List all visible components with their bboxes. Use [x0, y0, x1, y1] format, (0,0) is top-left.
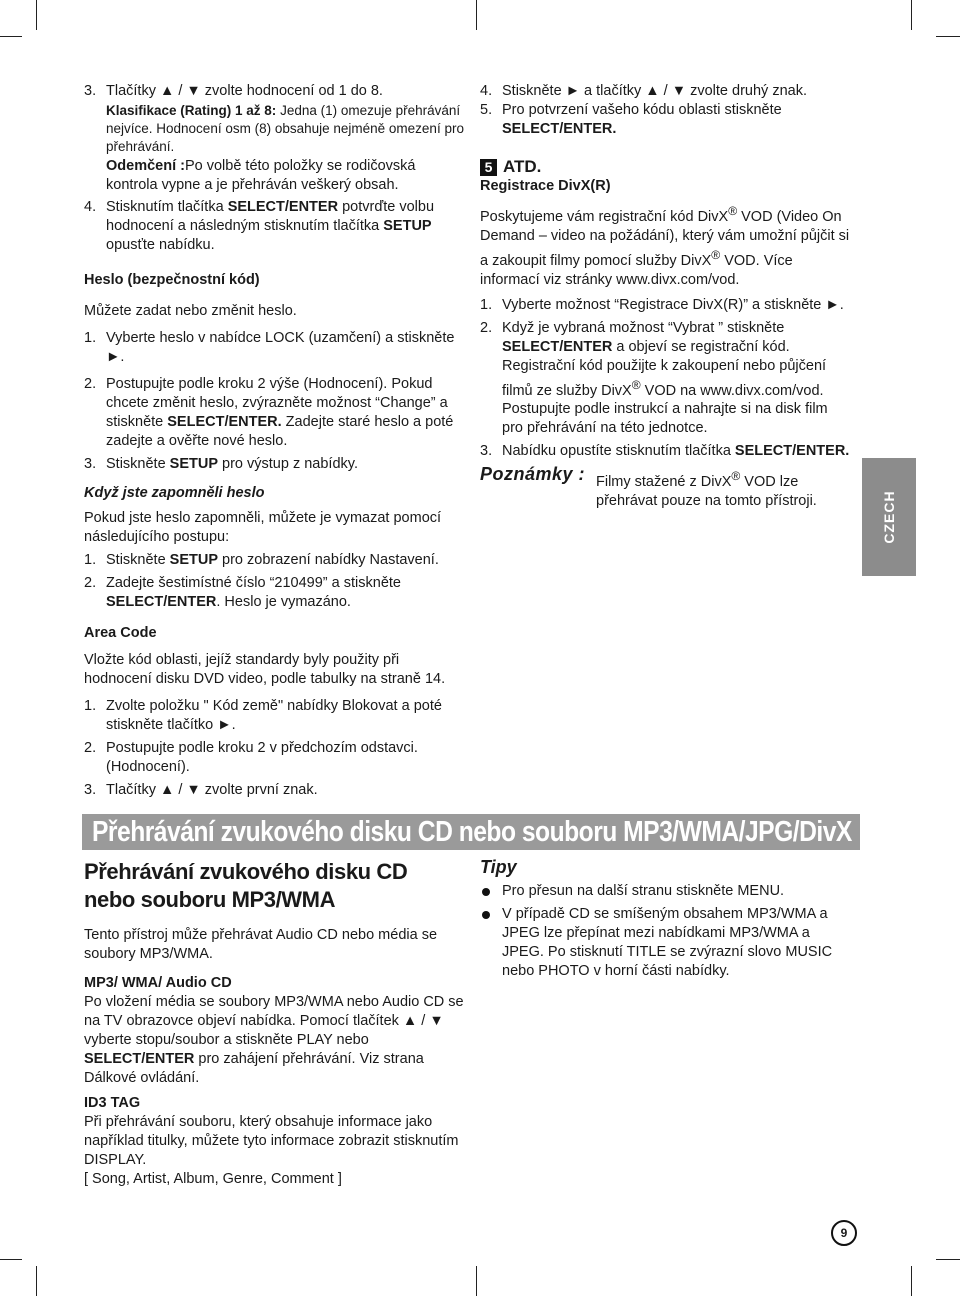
divx-step-2: [480, 319, 850, 439]
divx-registration-heading: Registrace DivX(R): [480, 178, 611, 194]
setup-key: SETUP: [169, 552, 219, 568]
area-step-3-text: Tlačítky ▲ / ▼ zvolte první znak.: [106, 782, 318, 798]
crop-mark: [0, 36, 22, 37]
step-number: 3.: [84, 83, 97, 99]
section-title-bar: [82, 814, 860, 850]
text: pro výstup z nabídky.: [218, 456, 358, 472]
divx-step-3-text: [502, 442, 850, 461]
crop-mark: [936, 1259, 960, 1260]
mp3-wma-text: [84, 993, 464, 1088]
password-heading: Heslo (bezpečnostní kód): [84, 272, 260, 288]
section-title-text: Přehrávání zvukového disku CD nebo souboru MP3/WMA/JPG/DivX: [92, 816, 852, 848]
step-number: 3.: [84, 782, 97, 798]
forgot-step-1: [84, 551, 464, 570]
crop-mark: [911, 1266, 912, 1296]
select-enter-key: SELECT/ENTER: [227, 199, 339, 215]
step-number: 2.: [84, 575, 97, 591]
text: VOD na www.divx.com/vod. Postupujte podle instrukcí a nahrajte si na disk film pro přehrávání na této jednotce.: [502, 382, 828, 437]
mp3-wma-heading: MP3/ WMA/ Audio CD: [84, 975, 232, 991]
divx-step-1: [480, 296, 850, 315]
text: pro zobrazení nabídky Nastavení.: [218, 552, 439, 568]
text: a objeví se registrační kód. Registrační kód použijte k zakoupení nebo půjčení filmů ze služby DivX: [502, 338, 827, 399]
area-code-heading: Area Code: [84, 625, 157, 641]
text: Po vložení média se soubory MP3/WMA nebo Audio CD se na TV obrazovce objeví nabídka. Pomocí tlačítek ▲ / ▼ vyberte stopu/soubor a stiskněte PLAY nebo: [84, 994, 464, 1048]
text: opusťte nabídku.: [106, 237, 215, 253]
password-step-2: [84, 375, 464, 451]
crop-mark: [36, 1266, 37, 1296]
page-number: 9: [831, 1220, 857, 1246]
text: Stisknutím tlačítka: [106, 199, 228, 215]
step-number: 4.: [84, 199, 97, 215]
text: Když je vybraná možnost “Vybrat ” stiskněte: [502, 319, 785, 336]
area-step-3: [84, 781, 464, 800]
area-step-1-text: Zvolte položku " Kód země" nabídky Blokovat a poté stiskněte tlačítko ►.: [106, 698, 442, 733]
notes: [480, 464, 850, 511]
forgot-step-1-text: [106, 551, 464, 570]
setup-key: SETUP: [383, 218, 432, 234]
bullet-icon: [482, 888, 490, 896]
select-enter-key: SELECT/ENTER: [106, 594, 217, 610]
select-enter-key: SELECT/ENTER.: [734, 443, 850, 460]
cd-mp3-intro: Tento přístroj může přehrávat Audio CD nebo média se soubory MP3/WMA.: [84, 927, 438, 962]
right-column: [480, 82, 850, 511]
rating-step-3-text: Tlačítky ▲ / ▼ zvolte hodnocení od 1 do 8.: [106, 83, 383, 99]
step-number: 5.: [480, 102, 493, 118]
area-step-2: [84, 739, 464, 777]
text: Stiskněte: [106, 552, 170, 568]
text: Zadejte šestimístné číslo “210499” a stiskněte: [106, 575, 401, 591]
text: Nabídku opustíte stisknutím tlačítka: [502, 443, 735, 460]
divx-step-1-text: Vyberte možnost “Registrace DivX(R)” a stiskněte ►.: [502, 296, 844, 313]
step-number: 2.: [84, 376, 97, 392]
text: potvrďte volbu hodnocení a následným stisknutím tlačítka: [106, 199, 435, 234]
crop-mark: [0, 1259, 22, 1260]
step-title: ATD.: [503, 157, 542, 176]
rating-step-4: [84, 198, 464, 255]
id3-tag-heading: ID3 TAG: [84, 1095, 141, 1111]
text: . Heslo je vymazáno.: [216, 594, 351, 610]
select-enter-key: SELECT/ENTER.: [167, 414, 282, 430]
crop-mark: [936, 36, 960, 37]
area-step-2-text: Postupujte podle kroku 2 v předchozím odstavci.(Hodnocení).: [106, 740, 418, 775]
step-number: 1.: [84, 330, 97, 346]
bullet-icon: [482, 911, 490, 919]
text: Stiskněte: [106, 456, 170, 472]
step-number: 1.: [84, 552, 97, 568]
tip-item: [480, 882, 850, 901]
setup-key: SETUP: [169, 456, 219, 472]
forgot-step-2: [84, 574, 464, 612]
crop-mark: [476, 1266, 477, 1296]
step-number-badge: 5: [480, 159, 497, 176]
crop-mark: [36, 0, 37, 30]
text: Zadejte staré heslo a poté zadejte a ověřte nové heslo.: [106, 414, 454, 449]
text: Postupujte podle kroku 2 výše (Hodnocení). Pokud chcete změnit heslo, zvýrazněte možnost “Change” a stiskněte: [106, 376, 448, 430]
text: VOD (Video On Demand – video na požádání), který vám umožní půjčit si a zakoupit filmy pomocí služby DivX: [480, 208, 850, 269]
cd-mp3-heading: Přehrávání zvukového disku CD nebo souboru MP3/WMA: [84, 859, 408, 912]
select-enter-key: SELECT/ENTER: [502, 338, 613, 355]
registered-mark: ®: [631, 377, 641, 392]
language-side-tab: [862, 458, 916, 576]
step-5-heading: [480, 157, 850, 177]
registered-mark: ®: [711, 247, 721, 262]
password-step-3-text: [106, 455, 464, 474]
tip-text: Pro přesun na další stranu stiskněte MENU.: [502, 883, 785, 899]
language-label: CZECH: [881, 490, 897, 544]
rating-classification-label: Klasifikace (Rating) 1 až 8:: [106, 103, 277, 118]
password-step-2-text: [106, 375, 464, 451]
area-step-5: [480, 101, 850, 139]
select-enter-key: SELECT/ENTER.: [502, 121, 617, 137]
step-number: 2.: [480, 319, 493, 336]
step-number: 3.: [84, 456, 97, 472]
tips-heading: Tipy: [480, 857, 517, 877]
select-enter-key: SELECT/ENTER: [84, 1051, 195, 1067]
notes-text: [596, 467, 850, 511]
rating-classification: [106, 102, 464, 156]
password-step-1-text: Vyberte heslo v nabídce LOCK (uzamčení) a stiskněte ►.: [106, 330, 455, 365]
tip-text: V případě CD se smíšeným obsahem MP3/WMA a JPEG lze přepínat mezi nabídkami MP3/WMA a JPEG. Po stisknutí TITLE se zvýrazní slovo MUSIC nebo PHOTO v horní části nabídky.: [502, 906, 833, 979]
step-number: 2.: [84, 740, 97, 756]
password-step-3: [84, 455, 464, 474]
left-column: [84, 82, 464, 800]
divx-step-3: [480, 442, 850, 461]
step-number: 3.: [480, 443, 493, 460]
rating-classification-text: Jedna (1) omezuje přehrávání nejvíce. Hodnocení osm (8) obsahuje nejméně omezení pro přehrávání.: [106, 103, 464, 154]
unlock-description: [106, 157, 464, 195]
divx-step-2-text: [502, 319, 850, 439]
unlock-label: Odemčení :: [106, 158, 185, 174]
registered-mark: ®: [731, 469, 741, 484]
rating-step-3: [84, 82, 464, 195]
id3-tag-text: Při přehrávání souboru, který obsahuje informace jako například titulky, můžete tyto informace zobrazit stisknutím DISPLAY.: [84, 1114, 459, 1168]
step-number: 4.: [480, 83, 493, 99]
area-code-intro: Vložte kód oblasti, jejíž standardy byly použity při hodnocení disku DVD video, podle tabulky na straně 14.: [84, 652, 446, 687]
text: VOD. Více informací viz stránky www.divx.com/vod.: [480, 252, 793, 288]
area-step-1: [84, 697, 464, 735]
registered-mark: ®: [728, 204, 738, 218]
tip-item: [480, 905, 850, 981]
forgot-password-intro: Pokud jste heslo zapomněli, můžete je vymazat pomocí následujícího postupu:: [84, 510, 442, 545]
text: Pro potvrzení vašeho kódu oblasti stiskněte: [502, 102, 782, 118]
text: VOD lze přehrávat pouze na tomto přístroji.: [596, 474, 817, 510]
divx-intro: [480, 202, 850, 290]
crop-mark: [911, 0, 912, 30]
area-step-5-text: [502, 101, 850, 139]
unlock-text: Po volbě této položky se rodičovská kontrola vypne a je přehráván veškerý obsah.: [106, 158, 416, 193]
step-number: 1.: [480, 296, 493, 313]
text: Filmy stažené z DivX: [596, 474, 732, 491]
password-step-1: [84, 329, 464, 367]
crop-mark: [476, 0, 477, 30]
tips-column: [480, 856, 850, 981]
forgot-step-2-text: [106, 574, 464, 612]
step-number: 1.: [84, 698, 97, 714]
bottom-left-column: [84, 858, 464, 1189]
area-step-4: [480, 82, 850, 101]
text: Poskytujeme vám registrační kód DivX: [480, 208, 729, 225]
id3-tag-fields: [ Song, Artist, Album, Genre, Comment ]: [84, 1171, 342, 1187]
rating-step-4-text: [106, 198, 464, 255]
text: pro zahájení přehrávání. Viz strana Dálkové ovládání.: [84, 1051, 424, 1086]
area-step-4-text: Stiskněte ► a tlačítky ▲ / ▼ zvolte druhý znak.: [502, 83, 807, 99]
password-intro: Můžete zadat nebo změnit heslo.: [84, 303, 297, 319]
forgot-password-heading: Když jste zapomněli heslo: [84, 485, 265, 501]
notes-label: Poznámky :: [480, 464, 586, 485]
